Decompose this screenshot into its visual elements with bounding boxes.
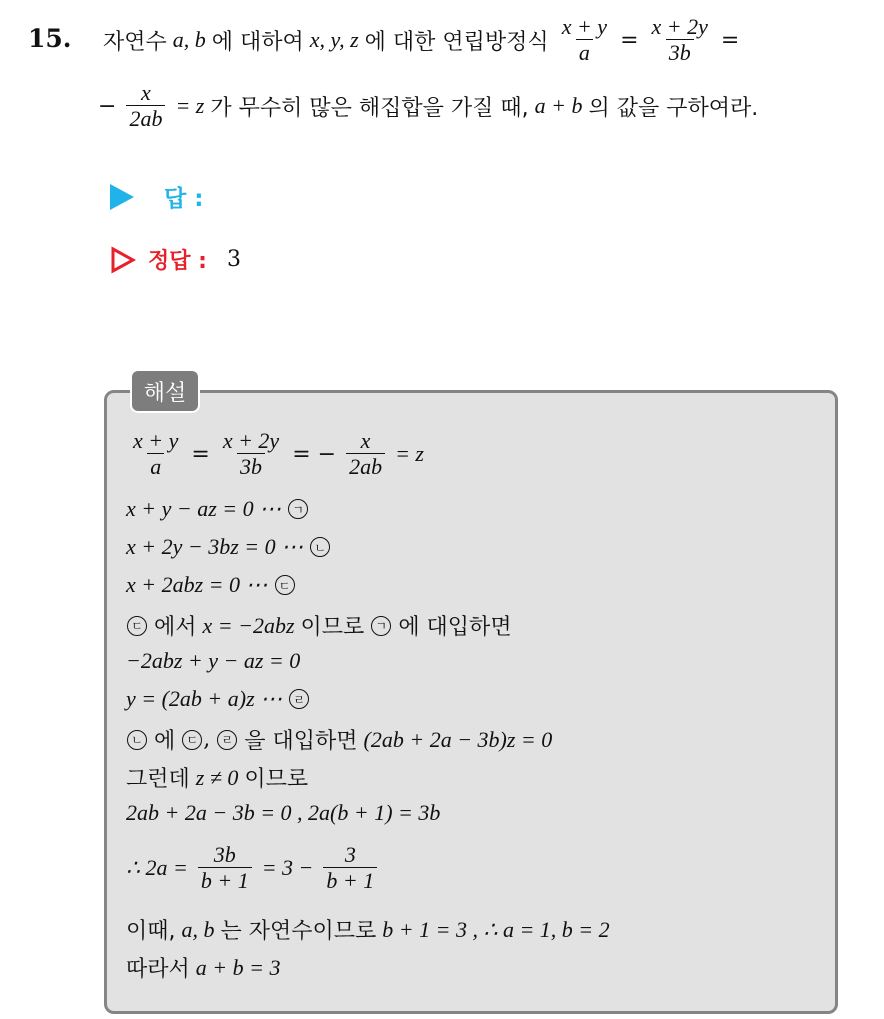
solution-text: 에 [154,729,176,754]
fraction-numerator: x + 2y [651,14,708,39]
solution-line-11 [126,842,381,895]
fraction-denominator: 2ab [346,453,385,480]
equals: = [720,27,740,53]
fraction-denominator: 3b [666,39,694,66]
solution-line-4 [126,572,296,598]
fraction-denominator: b + 1 [323,867,377,894]
math-expr: ∴ 2a = [126,855,188,881]
solution-text: 이때, [126,919,176,944]
answer-row [110,180,203,213]
fraction-numerator: 3 [344,842,356,867]
math-expr: x + 2y − 3bz = 0 ⋯ [126,534,304,559]
solution-line-5 [126,610,512,641]
problem-text: 가 무수히 많은 해집합을 가질 때, [210,95,529,121]
math-expr: (2ab + 2a − 3b)z = 0 [363,726,553,752]
solution-text: 에서 [154,615,197,640]
problem-text: 자연수 [103,29,167,55]
circled-marker: ㄷ [275,575,295,595]
math-expr: b + 1 = 3 , ∴ a = 1, b = 2 [382,916,610,942]
solution-text: 그런데 [126,767,190,792]
fraction-denominator: a [147,453,164,480]
fraction-denominator: 2ab [126,105,165,132]
fraction-numerator: x [360,428,371,453]
problem-text: 에 대하여 [211,29,304,55]
fraction [649,14,711,67]
math-expr: a, b [181,916,215,942]
fraction [346,428,385,481]
fraction-numerator: x + y [561,14,608,39]
solution-line-10 [126,800,440,826]
math-expr: a + b = 3 [195,954,281,980]
solution-line-7 [126,686,310,712]
answer-label: 답 : [164,186,204,212]
circled-marker: ㄴ [127,730,147,750]
correct-answer-label: 정답 : [148,249,207,274]
fraction-numerator: x + y [133,428,179,453]
fraction-denominator: a [576,39,593,66]
solution-line-1 [126,428,424,481]
fraction-numerator: x + 2y [222,428,280,453]
problem-line-2 [98,80,758,133]
fraction-denominator: b + 1 [198,867,252,894]
fraction-numerator: 3b [213,842,236,867]
math-expr: x = −2abz [202,612,295,638]
circled-marker: ㄹ [289,689,309,709]
math-expr: a, b [172,27,206,53]
problem-text: 의 값을 구하여라. [588,95,759,121]
solution-line-2 [126,496,309,522]
equals-minus: = − [292,441,337,467]
solution-text: 이므로 [300,615,365,640]
fraction-numerator: x [141,80,151,105]
fraction [130,428,181,481]
fraction [126,80,165,133]
correct-answer-value: 3 [226,247,241,272]
math-expr: x, y, z [309,27,359,53]
fraction [220,428,282,481]
correct-answer-row [110,244,241,275]
solution-text: 에 대입하면 [398,615,512,640]
solution-text: 따라서 [126,957,190,982]
equals: = [191,441,210,467]
circled-marker: ㄱ [288,499,308,519]
circled-marker: ㄱ [371,616,391,636]
fraction [323,842,377,895]
solution-line-3 [126,534,331,560]
math-expr: a + b [534,93,583,119]
circled-marker: ㄷ [182,730,202,750]
problem-text: 에 대한 연립방정식 [364,29,549,55]
math-expr: x + y − az = 0 ⋯ [126,496,282,521]
fraction-denominator: 3b [237,453,265,480]
outline-triangle-icon [110,246,136,274]
circled-marker: ㄹ [217,730,237,750]
math-expr: = z [395,441,424,467]
math-expr: −2abz + y − az = 0 [126,648,301,673]
math-expr: y = (2ab + a)z ⋯ [126,686,283,711]
circled-marker: ㄴ [310,537,330,557]
circled-marker: ㄷ [127,616,147,636]
solution-line-6 [126,648,300,674]
solution-text: 이므로 [244,767,309,792]
solution-text: 을 대입하면 [244,729,358,754]
fraction [559,14,610,67]
math-expr: x + 2abz = 0 ⋯ [126,572,268,597]
fraction [198,842,252,895]
minus-sign: − [98,93,117,119]
math-expr: z ≠ 0 [195,764,239,790]
solution-tag: 해설 [130,369,200,413]
solution-line-12 [126,914,610,945]
math-expr: = 3 − [261,855,314,881]
math-expr: 2ab + 2a − 3b = 0 , 2a(b + 1) = 3b [126,800,441,825]
question-number: 15. [28,24,72,53]
solution-text: 는 자연수이므로 [220,919,377,944]
solution-line-9 [126,762,308,793]
solution-line-13 [126,952,280,983]
math-expr: = z [175,93,205,119]
problem-line-1 [103,14,739,67]
play-triangle-icon [110,184,134,210]
comma: , [203,727,211,752]
equals: = [620,27,639,53]
solution-line-8 [126,724,552,755]
